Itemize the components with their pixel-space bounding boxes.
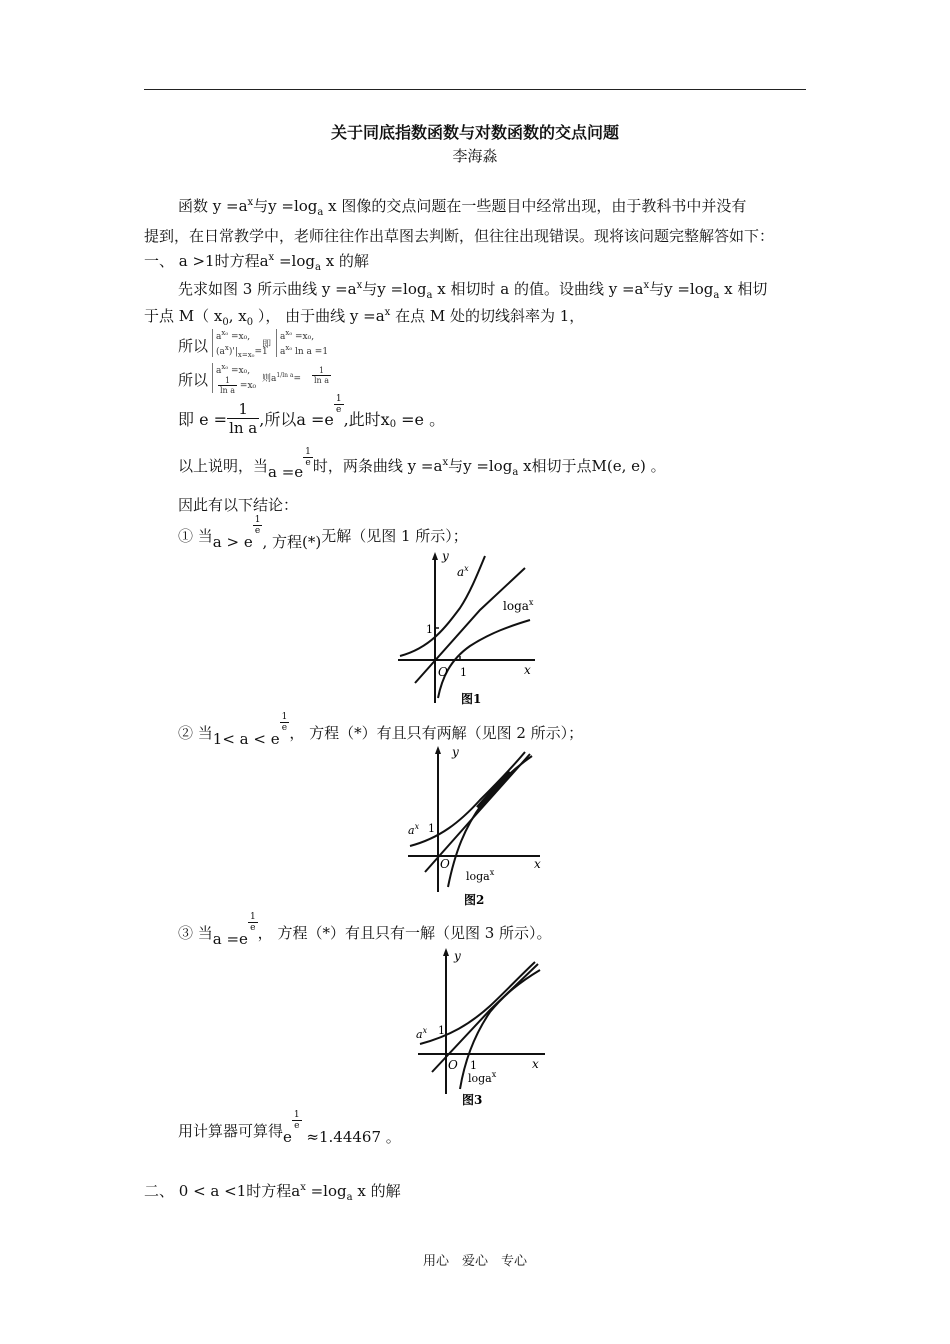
system-2-line-1: $a^{x_0} =x_0$, xyxy=(216,363,251,376)
suoyi-1: 所以 xyxy=(178,337,209,355)
fig3-log-label: loga$^x$ xyxy=(468,1070,497,1085)
fig1-one-x: 1 xyxy=(460,666,467,679)
fig3-y-label: y xyxy=(454,949,461,963)
intro-line-1: 函数 $y =a^x$与$y =\log_a$ x 图像的交点问题在一些题目中经常出现，由于教科书中并没有 xyxy=(178,197,747,218)
paragraph-2: 于点 M（ $x_0$, $x_0$ ）， 由于曲线 $y =a^x$ 在点 M 处的切线斜率为 1， xyxy=(144,307,585,328)
system-2-frac: $\frac{1}{\text{ln a}}$ xyxy=(314,366,330,385)
figure-1 xyxy=(390,548,550,708)
paragraph-1: 先求如图 3 所示曲线 $y =a^x$与$y =\log_a$ x 相切时 a 的值。设曲线 $y =a^x$与$y =\log_a$ x 相切 xyxy=(178,280,768,301)
fig2-y-arrow xyxy=(435,746,441,754)
system-1b-line-1: $a^{x_0} =x_0$, xyxy=(280,329,315,342)
fig2-line-yx xyxy=(425,754,530,872)
fig1-curve-ax xyxy=(400,556,485,656)
fig2-overlap xyxy=(478,772,510,808)
fig1-origin: O xyxy=(438,665,448,679)
fig2-log-label: loga$^x$ xyxy=(466,868,495,883)
fig1-y-arrow xyxy=(432,552,438,560)
fig2-caption: 图2 xyxy=(464,893,485,907)
fig2-origin: O xyxy=(440,857,450,871)
system-1-line-1: $a^{x_0} =x_0$, xyxy=(216,329,251,342)
fig1-ax-label: $a^x$ xyxy=(457,564,469,579)
suoyi-2: 所以 xyxy=(178,371,209,389)
brace-2 xyxy=(212,363,213,393)
section-1-heading: 一、 a >1时方程$a^x =\log_a$ x 的解 xyxy=(144,252,369,273)
fig2-y-label: y xyxy=(452,745,459,759)
fig1-one-y: 1 xyxy=(426,623,433,636)
system-2-line-2: $\frac{1}{\text{ln a}}$ =x₀ xyxy=(220,376,257,395)
figure-3 xyxy=(410,944,555,1109)
fig3-one-x: 1 xyxy=(470,1059,477,1072)
brace-1 xyxy=(212,329,213,357)
fig1-x-label: x xyxy=(524,663,531,677)
fig3-origin: O xyxy=(448,1058,458,1072)
fig2-x-label: x xyxy=(534,857,541,871)
conclusion-1: ① 当a > e $\frac{1}{e}$ , 方程(*)无解（见图 1 所示）； xyxy=(178,515,468,551)
fig1-log-label: loga$^x$ xyxy=(503,598,534,613)
brace-1b xyxy=(276,329,277,357)
fig2-one-y: 1 xyxy=(428,822,435,835)
fig3-y-arrow xyxy=(443,948,449,956)
fig1-y-label: y xyxy=(442,549,449,563)
author: 李海淼 xyxy=(452,147,498,165)
figure-2 xyxy=(400,742,550,907)
result-line: 即 e = $\frac{1}{\text{ln a}}$ ,所以a =e $\frac{1}{e}$ ,此时$x_0 =e$ 。 xyxy=(178,394,446,437)
fig3-caption: 图3 xyxy=(462,1093,483,1107)
page-title: 关于同底指数函数与对数函数的交点问题 xyxy=(330,123,619,142)
fig3-one-y: 1 xyxy=(438,1024,445,1037)
calculator-line: 用计算器可算得e $\frac{1}{e}$ ≈1.44467 。 xyxy=(178,1110,401,1146)
system-2-ze: 则$a^{1/ln a}=$ xyxy=(262,372,302,384)
section-2-heading: 二、 0 < a <1时方程$a^x =\log_a$ x 的解 xyxy=(144,1182,401,1203)
fig3-x-label: x xyxy=(532,1057,539,1071)
system-1-ji: 即 xyxy=(262,340,272,350)
explain-line: 以上说明，当a =e $\frac{1}{e}$ 时，两条曲线 $y =a^x$与$y =\log_a$ x相切于点M(e, e) 。 xyxy=(178,447,666,481)
conclusion-intro: 因此有以下结论： xyxy=(178,496,299,514)
conclusion-3: ③ 当a =e $\frac{1}{e}$ ， 方程（*）有且只有一解（见图 3 所示）。 xyxy=(178,912,552,948)
page-footer: 用心 爱心 专心 xyxy=(422,1254,527,1269)
header-rule xyxy=(144,89,806,90)
fig1-caption: 图1 xyxy=(461,692,482,706)
conclusion-2: ② 当1< a < e $\frac{1}{e}$ ， 方程（*）有且只有两解（见图 2 所示）； xyxy=(178,712,584,748)
intro-line-2: 提到，在日常教学中，老师往往作出草图去判断，但往往出现错误。现将该问题完整解答如下： xyxy=(144,227,775,245)
fig2-ax-label: $a^x$ xyxy=(408,822,420,837)
fig3-ax-label: $a^x$ xyxy=(416,1026,428,1041)
system-1-line-2: $(a^x)'|_{x=x_0}=1$ xyxy=(216,344,268,359)
system-1b-line-2: $a^{x_0}$ ln a =1 xyxy=(280,344,329,357)
